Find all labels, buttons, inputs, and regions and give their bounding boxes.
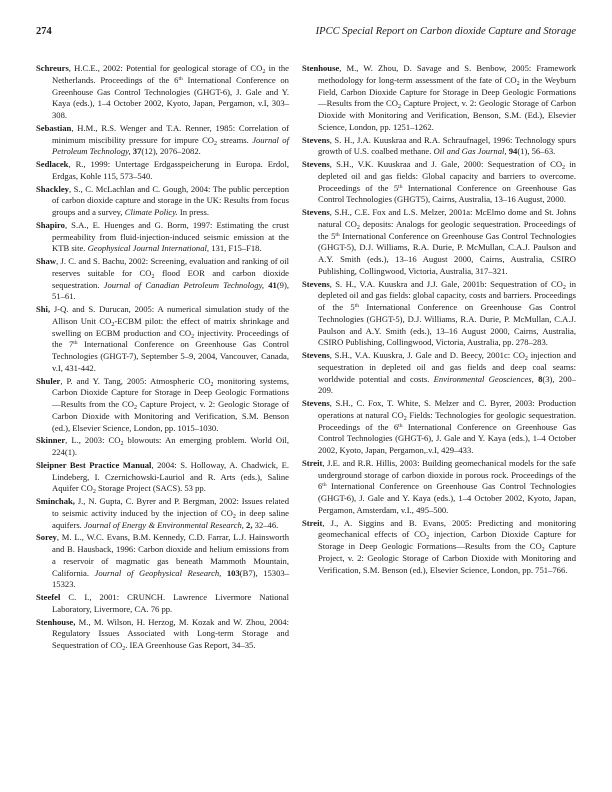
running-title: IPCC Special Report on Carbon dioxide Capture and Storage xyxy=(315,26,576,37)
reference-entry xyxy=(36,220,289,255)
reference-entry xyxy=(302,518,576,577)
reference-entry xyxy=(36,496,289,531)
reference-entry xyxy=(36,63,289,122)
reference-entry xyxy=(36,256,289,303)
reference-author: Stevens xyxy=(302,350,330,360)
reference-text: J-Q. and S. Durucan, 2005: A numerical simulation study of the Allison Unit $CO_2$-ECBM pilot: the effect of matrix shrinkage and swelling on ECBM production and $CO_2$ injectivity. Proceedings of the 7th International Conference on Greenhouse Gas Control Technologies (GHGT-7), September 5–9, 2004, Vancouver, Canada, v.I, 431-442. xyxy=(50,304,289,373)
reference-entry xyxy=(36,159,289,183)
reference-text: , S.H., V.A. Kuuskra, J. Gale and D. Beecy, 2001c: $CO_2$ injection and sequestration in depleted oil and gas fields and deep coal seams: worldwide potential and costs. Environmental Geosciences, 8(3), 200–209. xyxy=(318,350,576,396)
reference-entry xyxy=(36,460,289,495)
reference-text: M., M. Wilson, H. Herzog, M. Kozak and W. Zhou, 2004: Regulatory Issues Associated with Long-term Storage and Sequestration of $CO_2$. IEA Greenhouse Gas Report, 34–35. xyxy=(52,616,289,652)
reference-author: Stenhouse xyxy=(302,63,340,73)
reference-text: , M. L., W.C. Evans, B.M. Kennedy, C.D. Farrar, L.J. Hainsworth and B. Hausback, 1996: Carbon dioxide and helium emissions from a reservoir of magmatic gas beneath Mammoth Mountain, California. Journal of Geophysical Research, 103(B7), 15303–15323. xyxy=(52,532,289,590)
reference-author: Stevens xyxy=(302,398,330,408)
reference-entry xyxy=(302,135,576,159)
reference-entry xyxy=(302,207,576,278)
reference-author: Streit xyxy=(302,457,323,468)
reference-author: Sebastian xyxy=(36,122,72,133)
reference-author: Sedlacek xyxy=(36,159,69,169)
reference-author: Stenhouse, xyxy=(36,616,76,627)
reference-entry xyxy=(302,63,576,134)
reference-text: , J., A. Siggins and B. Evans, 2005: Predicting and monitoring geomechanical effects of $CO_2$ injection, Carbon Dioxide Capture for Storage in Deep Geologic Formations—Results from the $CO_2$ Capture Project, v. 2: Geologic Storage of Carbon Dioxide with Monitoring and Verification, S.M. Benson (ed.), Elsevier Science, London, pp. 751–766. xyxy=(318,517,576,575)
reference-text: , L., 2003: $CO_2$ blowouts: An emerging problem. World Oil, 224(1). xyxy=(52,435,289,457)
reference-text: , S. H., V.A. Kuuskra and J.J. Gale, 2001b: Sequestration of $CO_2$ in depleted oil and gas fields: global capacity, costs and barriers. Proceedings of the 5th International Conference on Greenhouse Gas Control Technologies (GHGT-5), D.J. Williams, R.A. Durie, P. McMullan, C.A.J. Paulson and A.Y. Smith (eds.), 13–16 August 2000, Cairns, Australia, CSIRO Publishing, Collingwood, Victoria, Australia, pp. 278–283. xyxy=(318,278,576,348)
reference-author: Sorey xyxy=(36,532,57,543)
reference-text: , 2004: S. Holloway, A. Chadwick, E. Lindeberg, I. Czernichowski-Lauriol and R. Arts (eds.), Saline Aquifer $CO_2$ Storage Project (SACS). 53 pp. xyxy=(52,459,289,496)
reference-text: , R., 1999: Untertage Erdgasspeicherung in Europa. Erdol, Erdgas, Kohle 115, 573–540. xyxy=(52,159,289,181)
reference-author: Shapiro xyxy=(36,219,65,230)
reference-author: Stevens xyxy=(302,278,330,289)
reference-author: Shuler xyxy=(36,375,61,386)
reference-author: Steefel xyxy=(36,592,61,602)
reference-text: , S.H., V.K. Kuuskraa and J. Gale, 2000: Sequestration of $CO_2$ in depleted oil and gas fields: Global capacity and barriers to overcome. Proceedings of the 5th International Conference on Greenhouse Gas Control Technologies (GHGT5), Cairns, Australia, 13–16 August, 2000. xyxy=(318,159,576,205)
reference-author: Streit xyxy=(302,517,323,528)
reference-text: , J.E. and R.R. Hillis, 2003: Building geomechanical models for the safe underground storage of carbon dioxide in porous rock. Proceedings of the 6th International Conference on Greenhouse Gas Control Technologies (GHGT-6), J. Gale and Y. Kaya (eds.), 1–4 October 2002, Kyoto, Japan, Pergamon, Amsterdam, v.I., 495–500. xyxy=(318,457,576,515)
reference-entry xyxy=(36,184,289,219)
reference-author: Shackley xyxy=(36,183,69,194)
reference-text: C. I., 2001: CRUNCH. Lawrence Livermore National Laboratory, Livermore, CA. 76 pp. xyxy=(52,592,289,614)
reference-text: , J. C. and S. Bachu, 2002: Screening, evaluation and ranking of oil reserves suitable for $CO_2$ flood EOR and carbon dioxide sequestration. Journal of Canadian Petroleum Technology, 41(9), 51–61. xyxy=(52,256,289,302)
reference-text: J., N. Gupta, C. Byrer and P. Bergman, 2002: Issues related to seismic activity induced by the injection of $CO_2$ in deep saline aquifers. Journal of Energy & Environmental Research, 2, 32–46. xyxy=(52,496,289,530)
reference-author: Stevens xyxy=(302,134,330,145)
reference-author: Sminchak, xyxy=(36,496,75,506)
references-column-right xyxy=(302,63,576,577)
reference-text: , M., W. Zhou, D. Savage and S. Benbow, 2005: Framework methodology for long-term assessment of the fate of $CO_2$ in the Weyburn Field, Carbon Dioxide Capture for Storage in Deep Geologic Formations—Results from the $CO_2$ Capture Project, v. 2: Geologic Storage of Carbon Dioxide with Monitoring and Verification, Benson, S.M. (Ed.), Elsevier Science, London, pp. 1251–1262. xyxy=(318,63,576,132)
reference-author: Shaw xyxy=(36,256,57,266)
reference-author: Skinner xyxy=(36,435,66,446)
page-number: 274 xyxy=(36,26,52,37)
reference-entry xyxy=(36,617,289,652)
reference-entry xyxy=(302,350,576,397)
reference-text: , S.H., C. Fox, T. White, S. Melzer and C. Byrer, 2003: Production operations at natural $CO_2$ Fields: Technologies for geologic sequestration. Proceedings of the 6th International Conference on Greenhouse Gas Control Technologies (GHGT-6), J. Gale and Y. Kaya (eds.), 1–4 October 2002, Kyoto, Japan, Pergamon,.v.I, 429–433. xyxy=(318,398,576,455)
reference-text: , H.M., R.S. Wenger and T.A. Renner, 1985: Correlation of minimum miscibility pressure for impure $CO_2$ streams. Journal of Petroleum Technology, 37(12), 2076–2082. xyxy=(52,122,289,157)
reference-author: Sleipner Best Practice Manual xyxy=(36,459,152,470)
page-header xyxy=(36,26,576,40)
reference-text: , S.H., C.E. Fox and L.S. Melzer, 2001a: McElmo dome and St. Johns natural $CO_2$ deposits: Analogs for geologic sequestration. Proceedings of the 5th International Conference on Greenhouse Gas Control Technologies (GHGT-5), D.J. Williams, R.A. Durie, P. McMullan, C.A.J. Paulson and A.Y. Smith (eds.), 13–16 August 2000, Cairns, Australia, CSIRO Publishing, Collingwood, Victoria, Australia, 317–321. xyxy=(318,207,576,276)
reference-entry xyxy=(302,398,576,457)
reference-author: Stevens xyxy=(302,159,330,169)
reference-text: , S., C. McLachlan and C. Gough, 2004: The public perception of carbon dioxide capture and storage in the UK: Results from focus groups and a survey, Climate Policy. In press. xyxy=(52,183,289,217)
reference-entry xyxy=(302,458,576,517)
reference-author: Schreurs xyxy=(36,63,69,73)
reference-entry xyxy=(36,376,289,435)
reference-author: Stevens xyxy=(302,207,330,217)
reference-author: Shi, xyxy=(36,304,51,314)
references-column-left xyxy=(36,63,289,653)
reference-entry xyxy=(36,304,289,375)
reference-text: , S.A., E. Huenges and G. Borm, 1997: Estimating the crust permeability from fluid-injection-induced seismic emission at the KTB site. Geophysical Journal International, 131, F15–F18. xyxy=(52,219,289,254)
reference-entry xyxy=(36,532,289,591)
reference-entry xyxy=(302,159,576,206)
reference-entry xyxy=(36,123,289,158)
reference-entry xyxy=(302,279,576,350)
reference-entry xyxy=(36,592,289,616)
reference-text: , H.C.E., 2002: Potential for geological storage of $CO_2$ in the Netherlands. Proceedings of the 6th International Conference on Greenhouse Gas Control Technologies (GHGT-6), J. Gale and Y. Kaya (eds.), 1–4 October 2002, Kyoto, Japan, Pergamon, v.I, 303–308. xyxy=(52,63,289,120)
reference-text: , P. and Y. Tang, 2005: Atmospheric $CO_2$ monitoring systems, Carbon Dioxide Capture for Storage in Deep Geologic Formations—Results from the $CO_2$ Capture Project, v. 2: Geologic Storage of Carbon Dioxide with Monitoring and Verification, S.M. Benson (ed.), Elsevier Science, London, pp. 1015–1030. xyxy=(52,375,289,433)
reference-entry xyxy=(36,435,289,459)
reference-text: , S. H., J.A. Kuuskraa and R.A. Schraufnagel, 1996: Technology spurs growth of U.S. coalbed methane. Oil and Gas Journal, 94(1), 56–63. xyxy=(318,134,576,157)
